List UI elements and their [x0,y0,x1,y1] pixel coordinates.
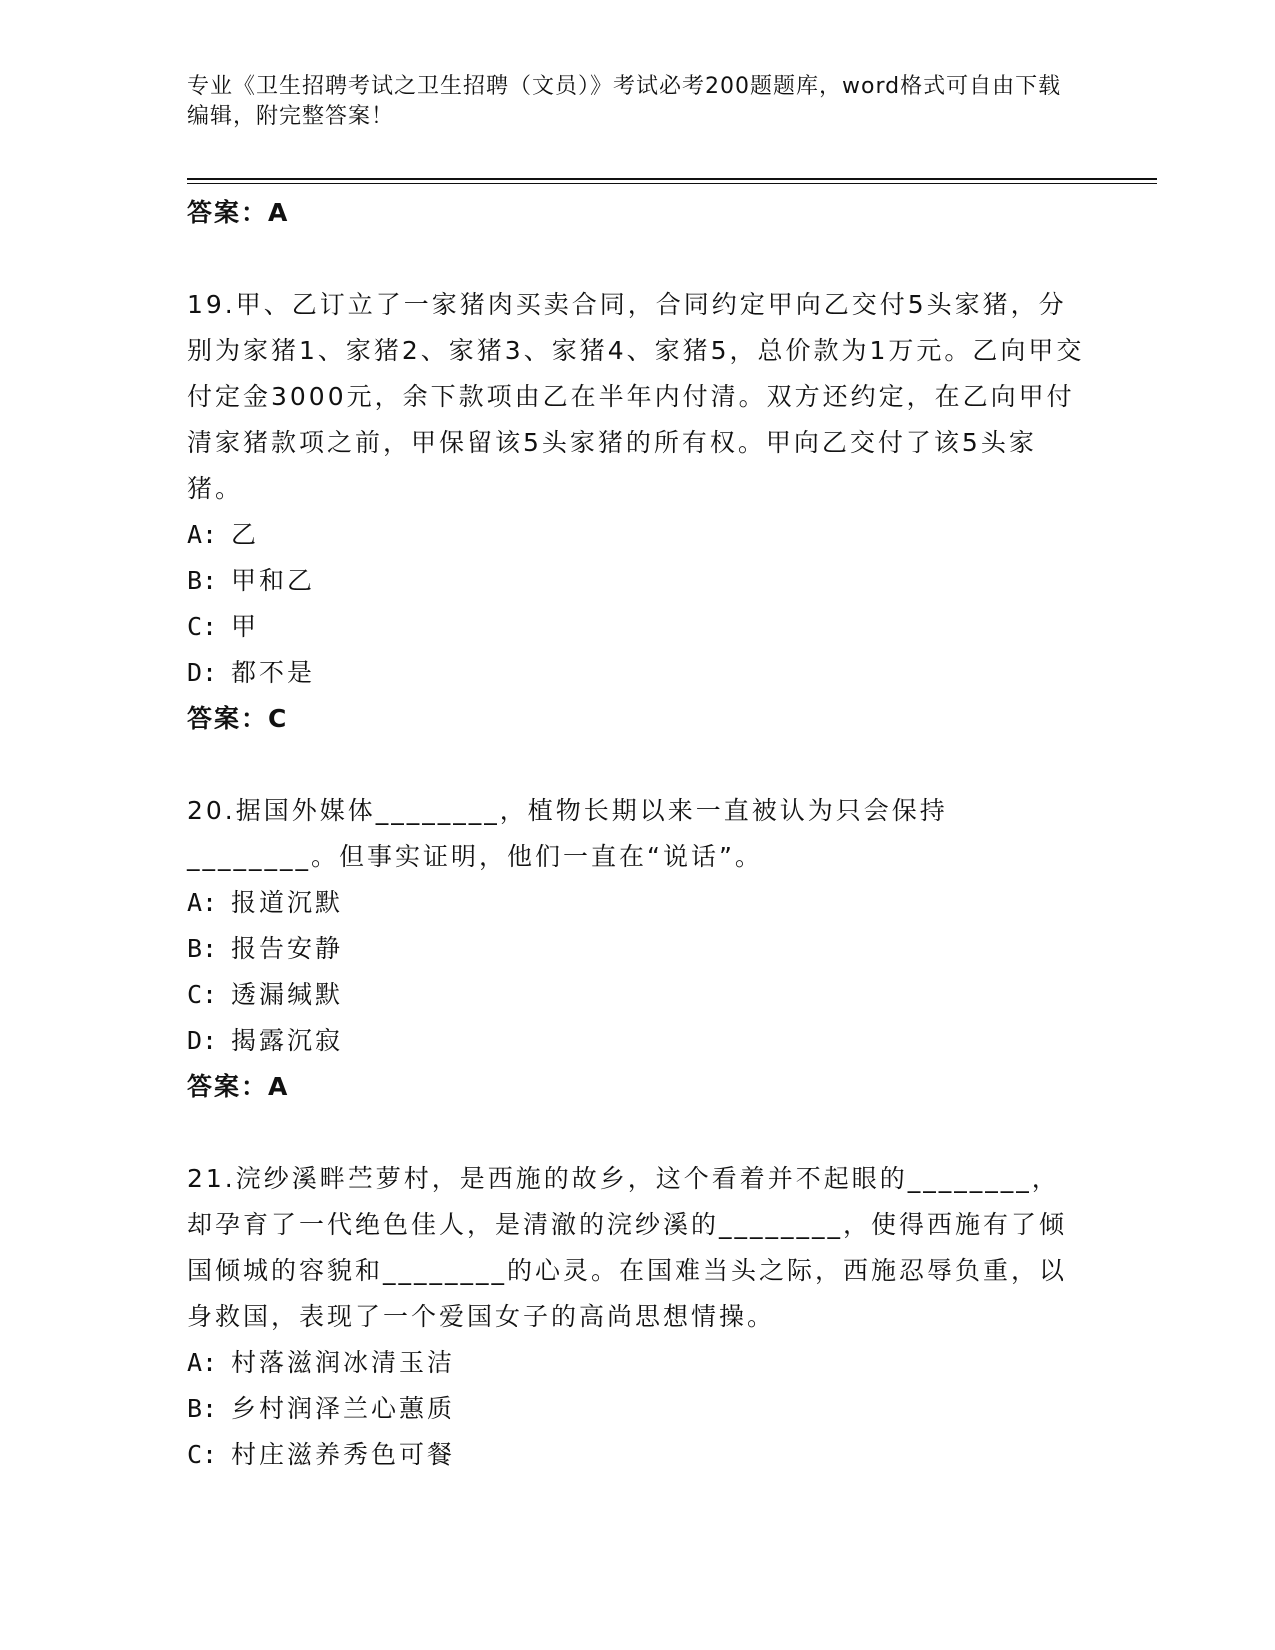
question-19-option-d [187,650,1087,696]
answer-question-20: 答案：A [187,1072,290,1101]
spacer [187,236,1087,282]
option-text: 透漏缄默 [231,980,344,1009]
option-letter: A: [187,520,218,549]
question-21-option-c [187,1432,1087,1478]
option-text: 甲 [231,612,260,641]
question-20-option-b [187,926,1087,972]
spacer [187,742,1087,788]
option-letter: C: [187,980,218,1009]
answer-previous: 答案：A [187,198,290,227]
option-text: 都不是 [231,658,316,687]
question-19-stem: 19.甲、乙订立了一家猪肉买卖合同，合同约定甲向乙交付5头家猪，分别为家猪1、家猪2、家猪3、家猪4、家猪5，总价款为1万元。乙向甲交付定金3000元，余下款项由乙在半年内付清。双方还约定，在乙向甲付清家猪款项之前，甲保留该5头家猪的所有权。甲向乙交付了该5头家猪。 [187,290,1085,503]
option-text: 乡村润泽兰心蕙质 [231,1394,456,1423]
option-letter: B: [187,566,218,595]
option-text: 乙 [231,520,260,549]
option-letter: C: [187,612,218,641]
question-20-option-d [187,1018,1087,1064]
option-letter: A: [187,1348,218,1377]
option-text: 村落滋润冰清玉洁 [231,1348,456,1377]
option-letter: C: [187,1440,218,1469]
question-21-stem: 21.浣纱溪畔苎萝村，是西施的故乡，这个看着并不起眼的________，却孕育了一代绝色佳人，是清澈的浣纱溪的________，使得西施有了倾国倾城的容貌和________的心灵。在国难当头之际，西施忍辱负重，以身救国，表现了一个爱国女子的高尚思想情操。 [187,1164,1068,1331]
option-text: 揭露沉寂 [231,1026,344,1055]
question-20-option-c [187,972,1087,1018]
option-text: 报告安静 [231,934,344,963]
question-21-option-b [187,1386,1087,1432]
question-21-option-a [187,1340,1087,1386]
option-letter: A: [187,888,218,917]
option-text: 报道沉默 [231,888,344,917]
question-19-option-a [187,512,1087,558]
document-body [187,190,1087,1478]
question-19-option-c [187,604,1087,650]
question-20-stem: 20.据国外媒体________，植物长期以来一直被认为只会保持________。但事实证明，他们一直在“说话”。 [187,796,948,871]
option-letter: D: [187,658,218,687]
answer-question-19: 答案：C [187,704,289,733]
option-text: 甲和乙 [231,566,316,595]
spacer [187,1110,1087,1156]
option-letter: B: [187,934,218,963]
question-20-option-a [187,880,1087,926]
document-header: 专业《卫生招聘考试之卫生招聘（文员）》考试必考200题题库，word格式可自由下载编辑，附完整答案！ [187,74,1062,129]
header-rule-thick [187,178,1157,180]
option-letter: B: [187,1394,218,1423]
question-19-option-b [187,558,1087,604]
option-text: 村庄滋养秀色可餐 [231,1440,456,1469]
option-letter: D: [187,1026,218,1055]
header-rule-thin [187,183,1157,184]
